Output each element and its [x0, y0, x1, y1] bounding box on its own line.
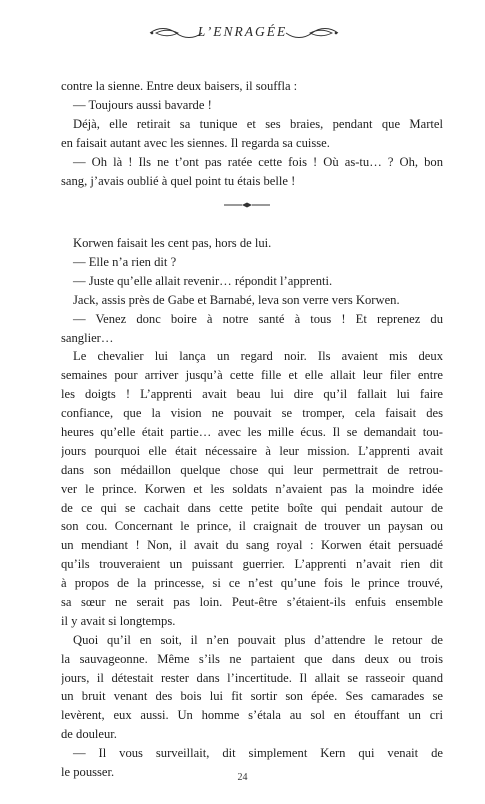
text-line: confiance, que la vision ne pouvait se tromper, cela faisait des [61, 406, 443, 421]
text-line: la sauvageonne. Même s’ils ne partaient que dans deux ou trois [61, 651, 443, 666]
text-line: — Oh là ! Ils ne t’ont pas ratée cette fois ! Où as-tu… ? Oh, bon [73, 154, 443, 169]
text-line: de douleur. [61, 727, 117, 742]
text-line: les doigts ! L’apprenti avait beau lui dire qu’il fallait lui faire [61, 387, 443, 402]
text-line: son cou. Concernant le prince, il craignait de trouver un paysan ou [61, 519, 443, 534]
text-line: Jack, assis près de Gabe et Barnabé, leva son verre vers Korwen. [73, 292, 400, 307]
page-number: 24 [237, 772, 248, 783]
text-line: jours pourquoi elle était nécessaire à leur mission. L’apprenti avait [61, 443, 443, 458]
text-line: ver le prince. Korwen et les soldats n’avaient pas la moindre idée [61, 481, 443, 496]
section-separator-icon [222, 200, 272, 210]
text-line: Quoi qu’il en soit, il n’en pouvait plus d’attendre le retour de [73, 632, 443, 647]
text-line: — Juste qu’elle allait revenir… répondit l’apprenti. [73, 273, 333, 288]
text-line: Korwen faisait les cent pas, hors de lui. [73, 236, 272, 250]
text-line: sanglier… [61, 330, 114, 345]
text-line: sa sœur ne serait pas loin. Peut-être s’étaient-ils enfuis ensemble [61, 595, 443, 609]
text-line: un mendiant ! Non, il avait du sang royal : Korwen était persuadé [61, 538, 443, 553]
text-line: — Il vous surveillait, dit simplement Kern qui venait de [73, 746, 443, 761]
paragraph-block-top [61, 77, 443, 190]
text-line: — Toujours aussi bavarde ! [73, 97, 212, 112]
paragraph-block-main [61, 234, 443, 782]
text-line: — Elle n’a rien dit ? [73, 254, 177, 269]
text-line: Déjà, elle retirait sa tunique et ses braies, pendant que Martel [73, 116, 443, 131]
text-line: le pousser. [61, 765, 115, 780]
text-line: en faisait autant avec les siennes. Il regarda sa cuisse. [61, 135, 330, 150]
text-line: Le chevalier lui lança un regard noir. Ils avaient mis deux [73, 349, 443, 364]
text-line: heures qu’elle était partie… avec les mille écus. Il se demandait tou- [61, 424, 443, 439]
text-line: jours, il détestait rester dans l’incertitude. Il allait se rasseoir quand [61, 670, 443, 685]
text-line: contre la sienne. Entre deux baisers, il souffla : [61, 79, 298, 93]
text-line: il y avait si longtemps. [61, 613, 176, 628]
text-line: qu’ils trouveraient un puissant guerrier. L’apprenti n’avait rien dit [61, 557, 443, 572]
text-line: un bruit venant des bois lui fit sortir son épée. Ses camarades se [61, 689, 443, 704]
text-line: levèrent, eux aussi. Un homme s’étala au sol en étouffant un cri [61, 708, 443, 723]
text-line: à propos de la princesse, si ce n’est qu’une fois le prince trouvé, [61, 576, 443, 591]
text-line: de ce qui se cachait dans cette petite boîte qui pendait autour de [61, 500, 443, 515]
text-line: dans son médaillon quelque chose qui leur permettrait de retrou- [61, 462, 443, 477]
running-header [0, 22, 485, 46]
header-title: L’ENRAGÉE [197, 24, 288, 39]
text-line: semaines pour arriver jusqu’à cette fille et elle allait leur filer entre [61, 368, 443, 383]
right-ornament-icon [284, 25, 340, 41]
text-line: — Venez donc boire à notre santé à tous ! Et reprenez du [73, 311, 443, 326]
text-line: sang, j’avais oublié à quel point tu étais belle ! [61, 173, 296, 188]
